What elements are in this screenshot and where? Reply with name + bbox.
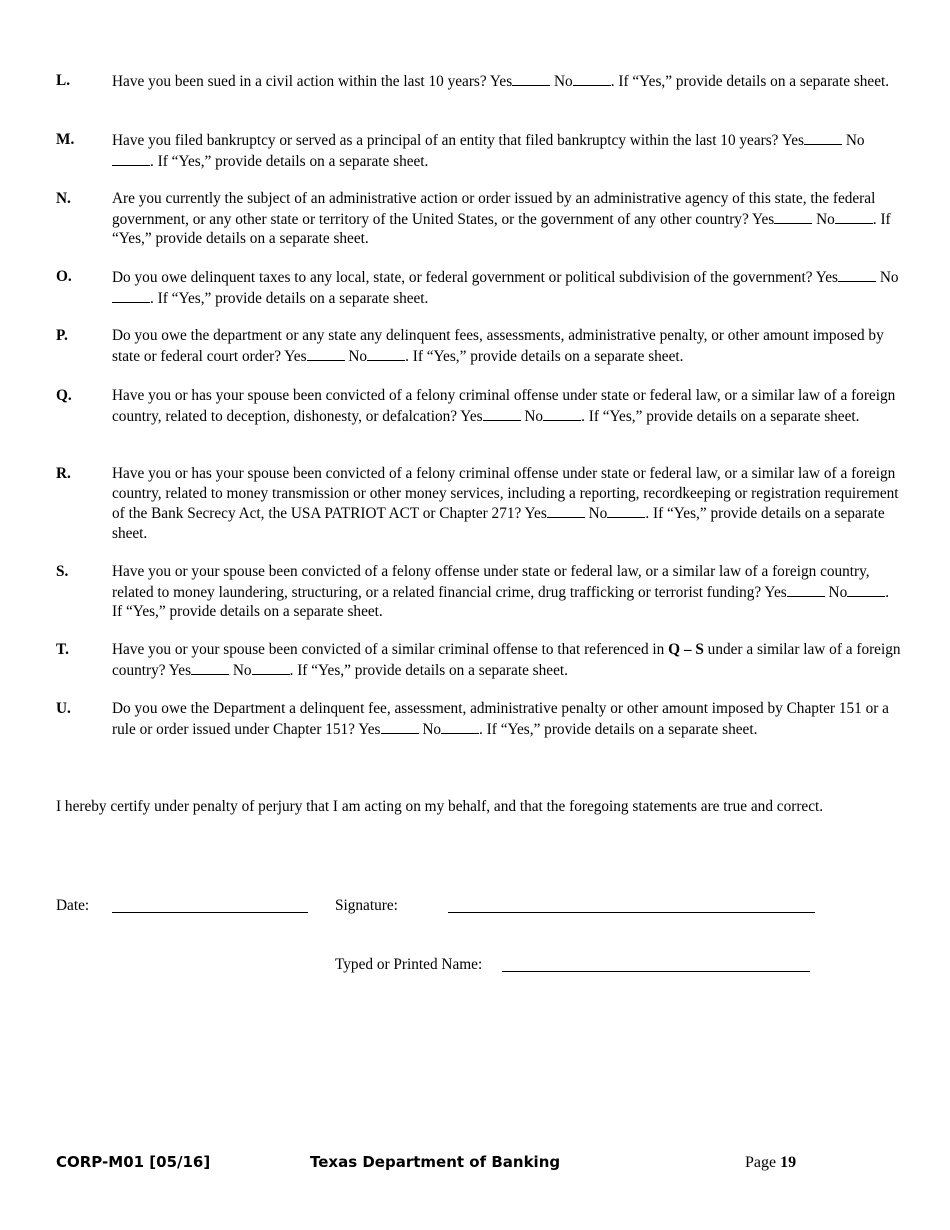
question-text: Do you owe delinquent taxes to any local, state, or federal government or political subdivision of the government? Yes No. If “Yes,” provide details on a separate sheet.	[112, 269, 899, 307]
question-text: Do you owe the Department a delinquent fee, assessment, administrative penalty or other amount imposed by Chapter 151 or a rule or order issued under Chapter 151? Yes No . If “Yes,” provide details on a separate sheet.	[112, 700, 889, 738]
page-indicator	[745, 1153, 796, 1173]
question-text: Have you or your spouse been convicted of a similar criminal offense to that referenced in Q – S under a similar law of a foreign country? Yes No . If “Yes,” provide details on a separate sheet.	[112, 641, 901, 679]
yes-blank[interactable]	[804, 130, 842, 145]
question-r	[56, 464, 902, 543]
yes-blank[interactable]	[381, 719, 419, 734]
no-blank[interactable]	[847, 582, 885, 597]
yes-blank[interactable]	[483, 406, 521, 421]
yes-blank[interactable]	[838, 267, 876, 282]
question-t	[56, 640, 902, 680]
question-letter: Q.	[56, 387, 72, 404]
question-text: Do you owe the department or any state any delinquent fees, assessments, administrative penalty, or other amount imposed by state or federal court order? Yes No . If “Yes,” provide details on a separate sheet.	[112, 327, 884, 365]
no-blank[interactable]	[112, 288, 150, 303]
printed-name-label: Typed or Printed Name:	[335, 956, 483, 973]
question-text: Have you been sued in a civil action within the last 10 years? Yes No . If “Yes,” provide details on a separate sheet.	[112, 73, 890, 90]
yes-blank[interactable]	[787, 582, 825, 597]
question-letter: N.	[56, 190, 71, 207]
no-blank[interactable]	[367, 346, 405, 361]
question-text: Have you or has your spouse been convicted of a felony criminal offense under state or federal law, or a similar law of a foreign country, related to money transmission or other money services, including a reporting, recordkeeping or registration requirement of the Bank Secrecy Act, the USA PATRIOT ACT or Chapter 271? Yes No . If “Yes,” provide details on a separate sheet.	[112, 465, 899, 542]
date-label: Date:	[56, 897, 90, 914]
question-text: Have you filed bankruptcy or served as a principal of an entity that filed bankruptcy within the last 10 years? Yes No. If “Yes,” provide details on a separate sheet.	[112, 132, 865, 170]
question-letter: P.	[56, 327, 68, 344]
date-field[interactable]	[112, 912, 308, 913]
no-blank[interactable]	[441, 719, 479, 734]
question-u	[56, 699, 902, 739]
question-s	[56, 562, 902, 622]
yes-blank[interactable]	[774, 209, 812, 224]
printed-name-field[interactable]	[502, 971, 810, 972]
no-blank[interactable]	[252, 660, 290, 675]
question-text: Are you currently the subject of an administrative action or order issued by an administrative agency of this state, the federal government, or any other state or territory of the United States, or the government of any other country? Yes No . If “Yes,” provide details on a separate sheet.	[112, 190, 891, 248]
certification-statement: I hereby certify under penalty of perjury that I am acting on my behalf, and that the foregoing statements are true and correct.	[56, 798, 824, 815]
question-p	[56, 326, 902, 366]
question-n	[56, 189, 902, 249]
question-letter: T.	[56, 641, 69, 658]
no-blank[interactable]	[607, 503, 645, 518]
no-blank[interactable]	[543, 406, 581, 421]
no-blank[interactable]	[573, 71, 611, 86]
no-blank[interactable]	[835, 209, 873, 224]
yes-blank[interactable]	[191, 660, 229, 675]
question-letter: L.	[56, 72, 71, 89]
question-letter: S.	[56, 563, 69, 580]
yes-blank[interactable]	[512, 71, 550, 86]
yes-blank[interactable]	[307, 346, 345, 361]
signature-field[interactable]	[448, 912, 815, 913]
agency-name: Texas Department of Banking	[310, 1153, 561, 1171]
page-label: Page	[745, 1154, 777, 1171]
form-id: CORP-M01 [05/16]	[56, 1153, 211, 1171]
question-reference: Q – S	[668, 641, 704, 658]
question-letter: R.	[56, 465, 71, 482]
question-m	[56, 130, 902, 171]
question-text: Have you or has your spouse been convicted of a felony criminal offense under state or federal law, or a similar law of a foreign country, related to deception, dishonesty, or defalcation? Yes No . If “Yes,” provide details on a separate sheet.	[112, 387, 896, 425]
question-l	[56, 71, 902, 92]
question-text: Have you or your spouse been convicted of a felony offense under state or federal law, or a similar law of a foreign country, related to money laundering, structuring, or a related financial crime, drug trafficking or terrorist funding? Yes No . If “Yes,” provide details on a separate sheet.	[112, 563, 890, 621]
question-q	[56, 386, 902, 426]
signature-label: Signature:	[335, 897, 398, 914]
page-number: 19	[780, 1154, 797, 1171]
yes-blank[interactable]	[547, 503, 585, 518]
question-o	[56, 267, 902, 308]
question-letter: M.	[56, 131, 75, 148]
no-blank[interactable]	[112, 151, 150, 166]
question-letter: U.	[56, 700, 71, 717]
question-letter: O.	[56, 268, 72, 285]
